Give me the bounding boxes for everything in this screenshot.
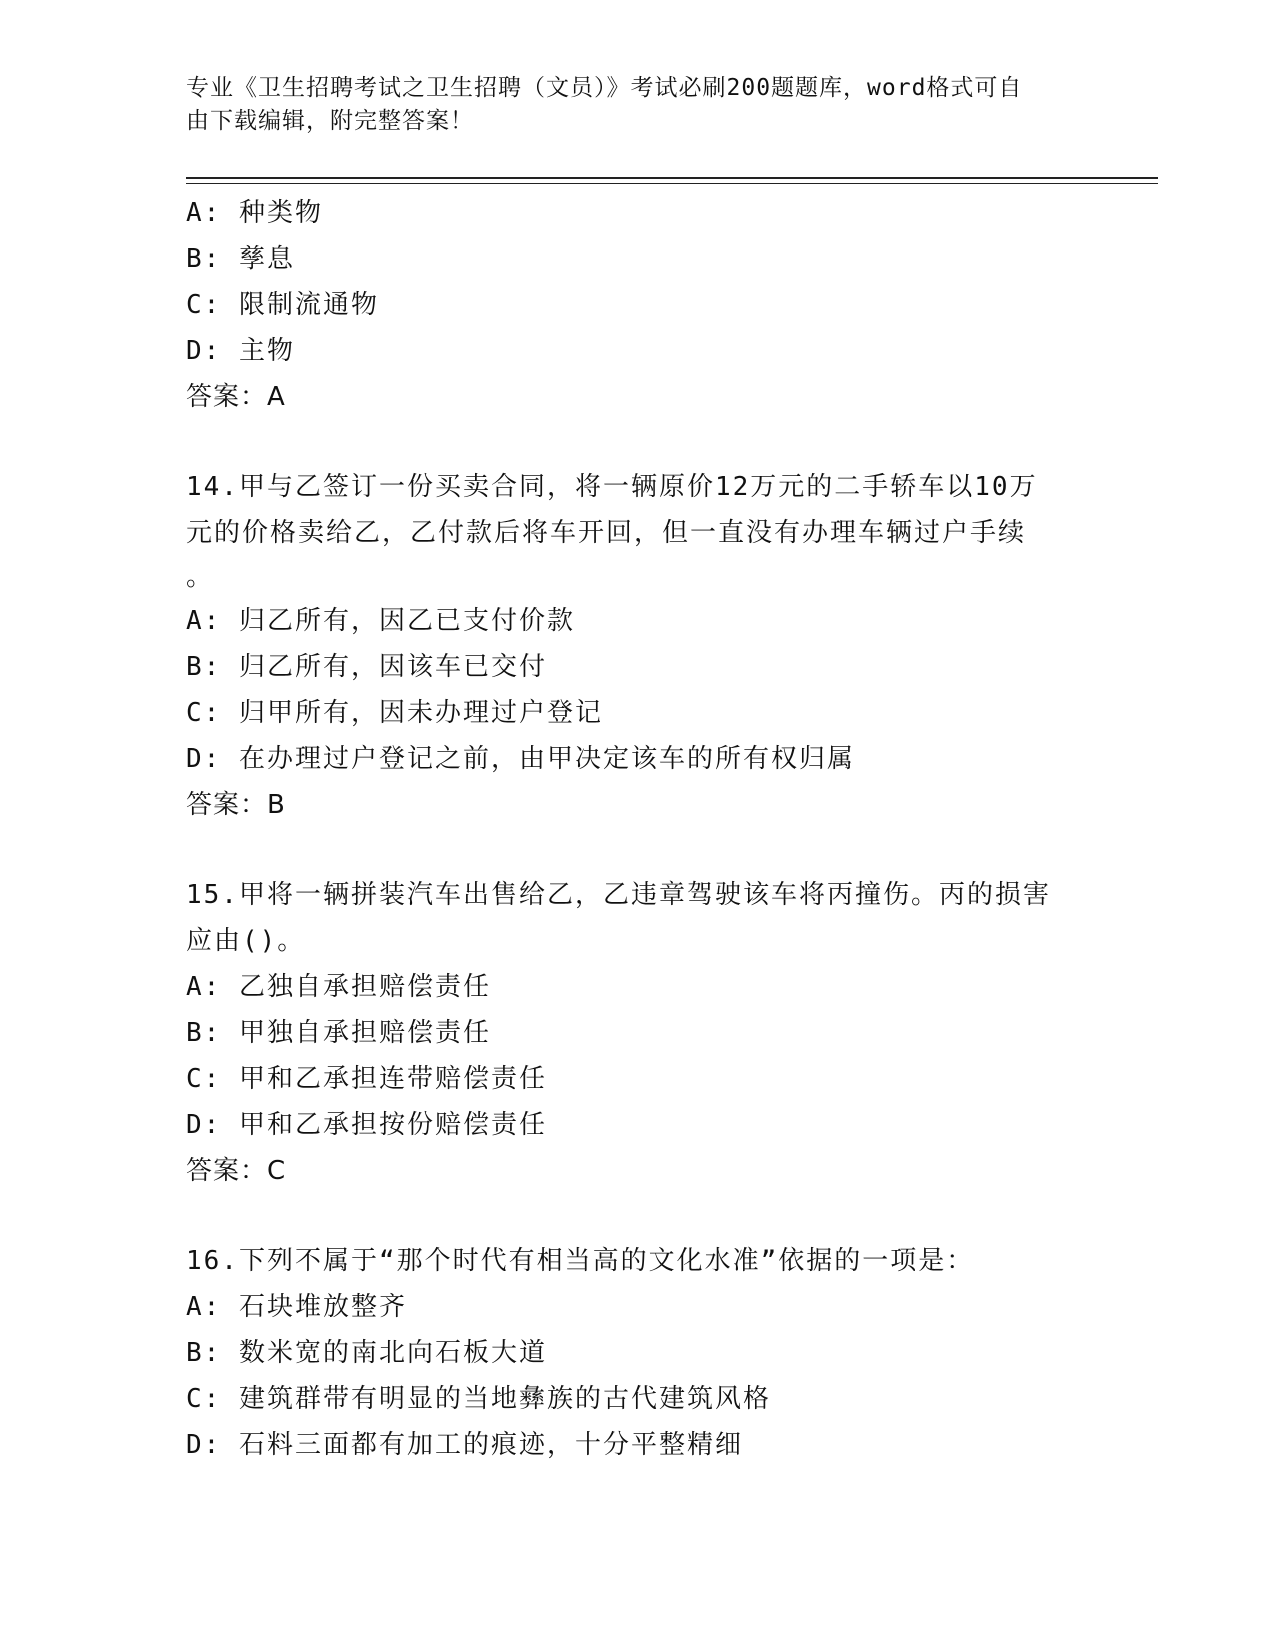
document-header — [186, 72, 1086, 138]
option-a: A: 种类物 — [186, 198, 323, 228]
question-text-line-1: 14.甲与乙签订一份买卖合同，将一辆原价12万元的二手轿车以10万 — [186, 472, 1038, 502]
option-c: C: 限制流通物 — [186, 290, 379, 320]
option-c: C: 归甲所有，因未办理过户登记 — [186, 698, 603, 728]
option-c: C: 甲和乙承担连带赔偿责任 — [186, 1064, 547, 1094]
question-13 — [186, 190, 1086, 420]
question-14 — [186, 464, 1086, 828]
question-16 — [186, 1238, 1086, 1468]
answer: 答案：C — [186, 1156, 287, 1186]
question-list — [186, 190, 1086, 1468]
option-b: B: 归乙所有，因该车已交付 — [186, 652, 547, 682]
option-d: D: 甲和乙承担按份赔偿责任 — [186, 1110, 547, 1140]
answer: 答案：A — [186, 382, 286, 412]
header-rule-thin — [186, 183, 1158, 184]
option-b: B: 孳息 — [186, 244, 295, 274]
option-b: B: 甲独自承担赔偿责任 — [186, 1018, 491, 1048]
option-a: A: 石块堆放整齐 — [186, 1292, 407, 1322]
question-text-line-1: 15.甲将一辆拼装汽车出售给乙，乙违章驾驶该车将丙撞伤。丙的损害 — [186, 880, 1051, 910]
option-a: A: 乙独自承担赔偿责任 — [186, 972, 491, 1002]
option-d: D: 石料三面都有加工的痕迹，十分平整精细 — [186, 1430, 743, 1460]
option-a: A: 归乙所有，因乙已支付价款 — [186, 606, 575, 636]
header-rule-thick — [186, 177, 1158, 179]
question-text-line-2: 应由()。 — [186, 926, 306, 956]
answer: 答案：B — [186, 790, 286, 820]
question-text-line-3: 。 — [186, 562, 215, 592]
question-text-line-1: 16.下列不属于“那个时代有相当高的文化水准”依据的一项是： — [186, 1246, 975, 1276]
option-c: C: 建筑群带有明显的当地彝族的古代建筑风格 — [186, 1384, 771, 1414]
question-text-line-2: 元的价格卖给乙，乙付款后将车开回，但一直没有办理车辆过户手续 — [186, 518, 1027, 548]
option-d: D: 在办理过户登记之前，由甲决定该车的所有权归属 — [186, 744, 855, 774]
header-line-1: 专业《卫生招聘考试之卫生招聘（文员）》考试必刷200题题库，word格式可自 — [186, 75, 1023, 101]
option-d: D: 主物 — [186, 336, 295, 366]
question-15 — [186, 872, 1086, 1194]
header-line-2: 由下载编辑，附完整答案！ — [186, 108, 474, 134]
option-b: B: 数米宽的南北向石板大道 — [186, 1338, 547, 1368]
